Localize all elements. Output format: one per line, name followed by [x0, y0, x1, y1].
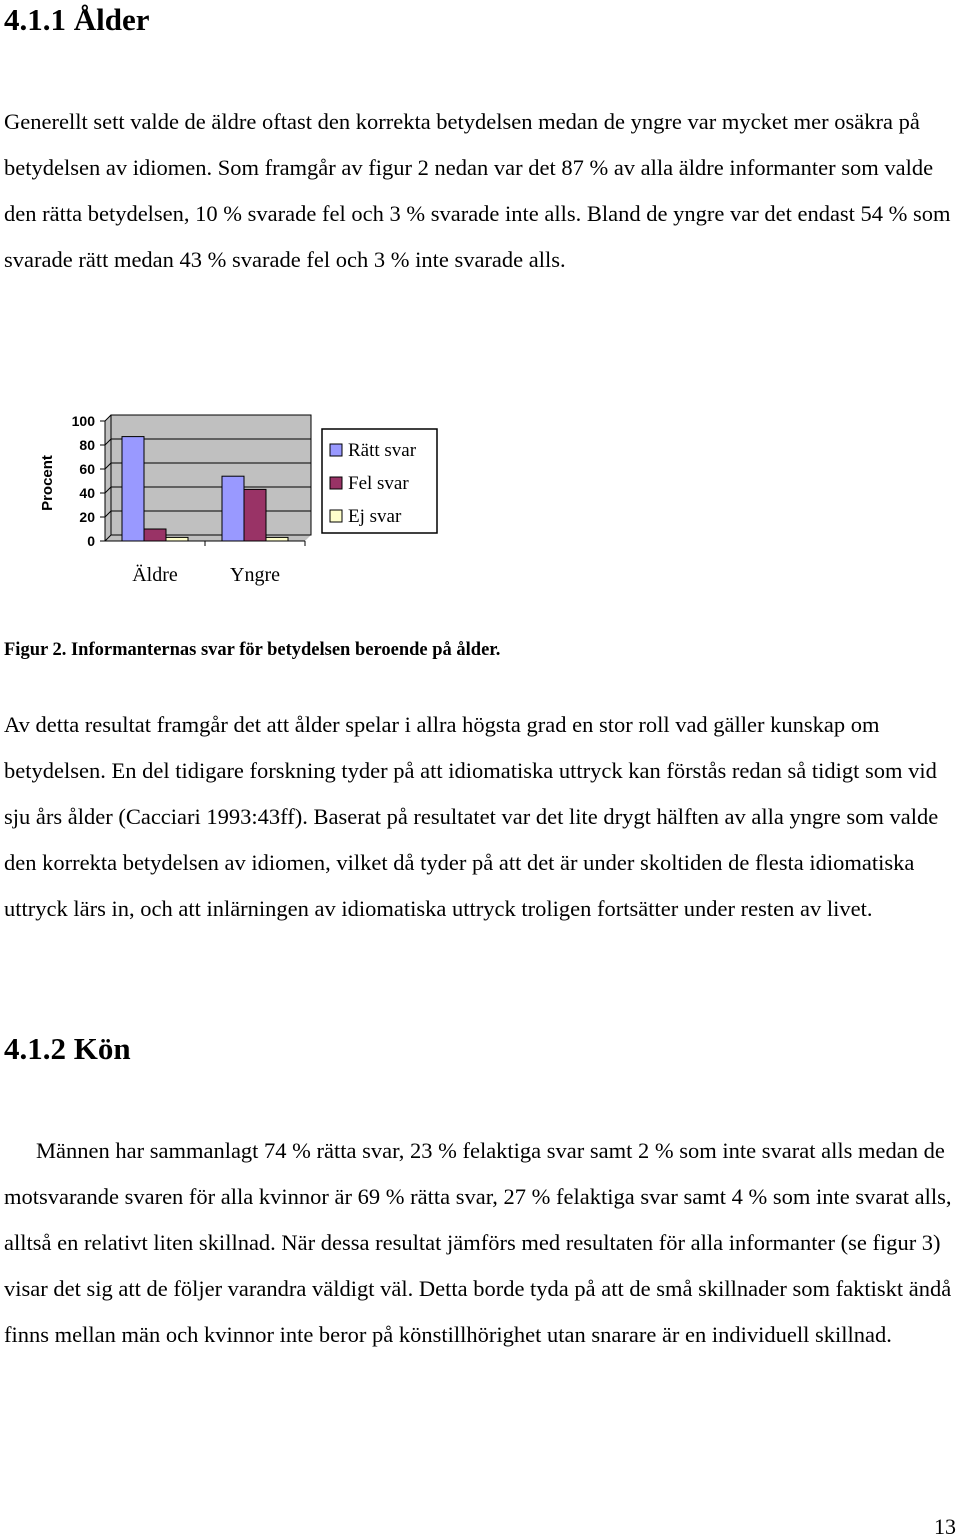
y-axis-label: Procent	[39, 455, 56, 511]
paragraph-kon: Männen har sammanlagt 74 % rätta svar, 23 % felaktiga svar samt 2 % som inte svarat alls medan de motsvarande svaren för alla kvinnor är 69 % rätta svar, 27 % felaktiga svar samt 4 % som inte svarat alls, alltså en relativt liten skillnad. När dessa resultat jämförs med resultaten för alla informanter (se figur 3) visar det sig att de följer varandra väldigt väl. Detta borde tyda på att de små skillnader som faktiskt ändå finns mellan män och kvinnor inte beror på könstillhörighet utan snarare är en individuell skillnad.	[4, 1138, 952, 1347]
plot-area	[72, 413, 311, 586]
chart-legend	[322, 429, 437, 533]
bar-ej-svar-1	[266, 537, 288, 541]
section-heading-kon: 4.1.2 Kön	[4, 1031, 131, 1066]
bar-fel-svar-1	[244, 489, 266, 541]
figure-caption: Figur 2. Informanternas svar för betydelsen beroende på ålder.	[4, 640, 501, 660]
legend-label-0: Rätt svar	[348, 440, 417, 461]
bar-ej-svar-0	[166, 537, 188, 541]
bar-rätt-svar-0	[122, 437, 144, 541]
legend-swatch-2	[330, 510, 342, 522]
bar-rätt-svar-1	[222, 476, 244, 541]
y-tick-label: 40	[79, 485, 95, 501]
bar-fel-svar-0	[144, 529, 166, 541]
paragraph-alder-discussion: Av detta resultat framgår det att ålder spelar i allra högsta grad en stor roll vad gäller kunskap om betydelsen. En del tidigare forskning tyder på att idiomatiska uttryck kan förstås redan så tidigt som vid sju års ålder (Cacciari 1993:43ff). Baserat på resultatet var det lite drygt hälften av alla yngre som valde den korrekta betydelsen av idiomen, vilket då tyder på att det är under skoltiden de flesta idiomatiska uttryck lärs in, och att inlärningen av idiomatiska uttryck troligen fortsätter under resten av livet.	[4, 712, 939, 921]
age-bar-chart	[30, 405, 510, 595]
y-tick-label: 60	[79, 461, 95, 477]
legend-swatch-1	[330, 477, 342, 489]
x-tick-label: Äldre	[132, 564, 178, 586]
legend-label-1: Fel svar	[348, 473, 409, 494]
y-tick-label: 100	[71, 413, 95, 429]
page-number: 13	[934, 1514, 956, 1539]
legend-swatch-0	[330, 444, 342, 456]
y-tick-label: 20	[79, 509, 95, 525]
paragraph-alder-intro: Generellt sett valde de äldre oftast den korrekta betydelsen medan de yngre var mycket mer osäkra på betydelsen av idiomen. Som framgår av figur 2 nedan var det 87 % av alla äldre informanter som valde den rätta betydelsen, 10 % svarade fel och 3 % svarade inte alls. Bland de yngre var det endast 54 % som svarade rätt medan 43 % svarade fel och 3 % inte svarade alls.	[4, 109, 951, 272]
section-heading-alder: 4.1.1 Ålder	[4, 2, 150, 37]
y-tick-label: 0	[87, 533, 95, 549]
legend-label-2: Ej svar	[348, 506, 402, 527]
y-tick-label: 80	[79, 437, 95, 453]
x-tick-label: Yngre	[230, 564, 280, 586]
